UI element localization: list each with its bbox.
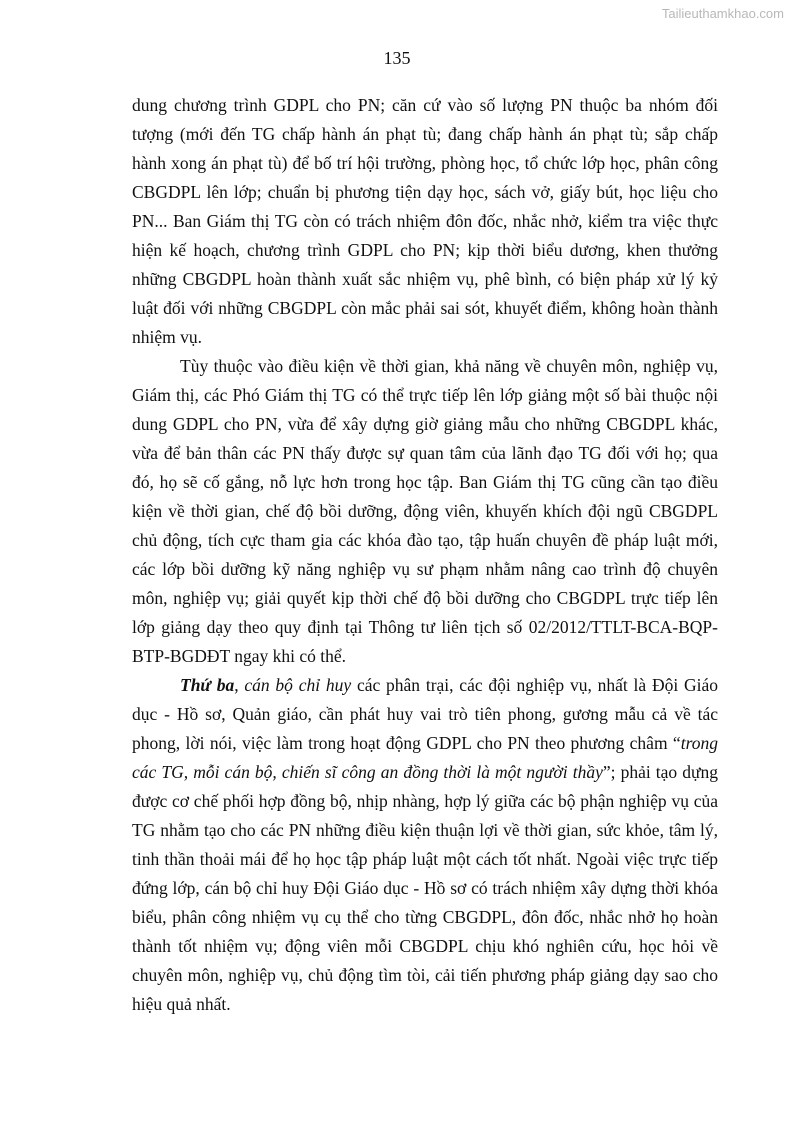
- paragraph-3: [132, 671, 718, 1019]
- paragraph-1: dung chương trình GDPL cho PN; căn cứ vào số lượng PN thuộc ba nhóm đối tượng (mới đến TG chấp hành án phạt tù; đang chấp hành án phạt tù; sắp chấp hành xong án phạt tù) để bố trí hội trường, phòng học, tổ chức lớp học, phân công CBGDPL lên lớp; chuẩn bị phương tiện dạy học, sách vở, giấy bút, học liệu cho PN... Ban Giám thị TG còn có trách nhiệm đôn đốc, nhắc nhở, kiểm tra việc thực hiện kế hoạch, chương trình GDPL cho PN; kịp thời biểu dương, khen thưởng những CBGDPL hoàn thành xuất sắc nhiệm vụ, phê bình, có biện pháp xử lý kỷ luật đối với những CBGDPL còn mắc phải sai sót, khuyết điểm, không hoàn thành nhiệm vụ.: [132, 95, 718, 347]
- watermark: Tailieuthamkhao.com: [661, 6, 784, 21]
- paragraph-3-lead: Thứ ba: [180, 675, 235, 695]
- page-number: 135: [383, 48, 411, 68]
- paragraph-3-quote: trong các TG, mỗi cán bộ, chiến sĩ công an đồng thời là một người thầy: [132, 733, 718, 782]
- paragraph-3-text-1: các phân trại, các đội nghiệp vụ, nhất là Đội Giáo dục - Hồ sơ, Quản giáo, cần phát huy vai trò tiên phong, gương mẫu cả về tác phong, lời nói, việc làm trong hoạt động GDPL cho PN theo phương châm “: [132, 675, 719, 753]
- paragraph-3-separator: ,: [234, 675, 245, 695]
- paragraph-3-text-2: ”; phải tạo dựng được cơ chế phối hợp đồng bộ, nhịp nhàng, hợp lý giữa các bộ phận nghiệp vụ của TG nhằm tạo cho các PN những điều kiện thuận lợi về thời gian, sức khỏe, tâm lý, tinh thần thoải mái để họ học tập pháp luật một cách tốt nhất. Ngoài việc trực tiếp đứng lớp, cán bộ chỉ huy Đội Giáo dục - Hồ sơ có trách nhiệm xây dựng thời khóa biểu, phân công nhiệm vụ cụ thể cho từng CBGDPL, đôn đốc, nhắc nhở họ hoàn thành tốt nhiệm vụ; động viên mỗi CBGDPL chịu khó nghiên cứu, học hỏi về chuyên môn, nghiệp vụ, chủ động tìm tòi, cải tiến phương pháp giảng dạy sao cho hiệu quả nhất.: [132, 762, 719, 1014]
- paragraph-3-subject: cán bộ chỉ huy: [244, 675, 352, 695]
- paragraph-2: Tùy thuộc vào điều kiện về thời gian, khả năng về chuyên môn, nghiệp vụ, Giám thị, các Phó Giám thị TG có thể trực tiếp lên lớp giảng một số bài thuộc nội dung GDPL cho PN, vừa để xây dựng giờ giảng mẫu cho những CBGDPL khác, vừa để bản thân các PN thấy được sự quan tâm của lãnh đạo TG đối với họ; qua đó, họ sẽ cố gắng, nỗ lực hơn trong học tập. Ban Giám thị TG cũng cần tạo điều kiện về thời gian, chế độ bồi dưỡng, động viên, khuyến khích đội ngũ CBGDPL chủ động, tích cực tham gia các khóa đào tạo, tập huấn chuyên đề pháp luật mới, các lớp bồi dưỡng kỹ năng nghiệp vụ sư phạm nhằm nâng cao trình độ chuyên môn, nghiệp vụ; giải quyết kịp thời chế độ bồi dưỡng cho CBGDPL trực tiếp lên lớp giảng dạy theo quy định tại Thông tư liên tịch số 02/2012/TTLT-BCA-BQP-BTP-BGDĐT ngay khi có thể.: [132, 356, 718, 666]
- body-text: [132, 91, 718, 1019]
